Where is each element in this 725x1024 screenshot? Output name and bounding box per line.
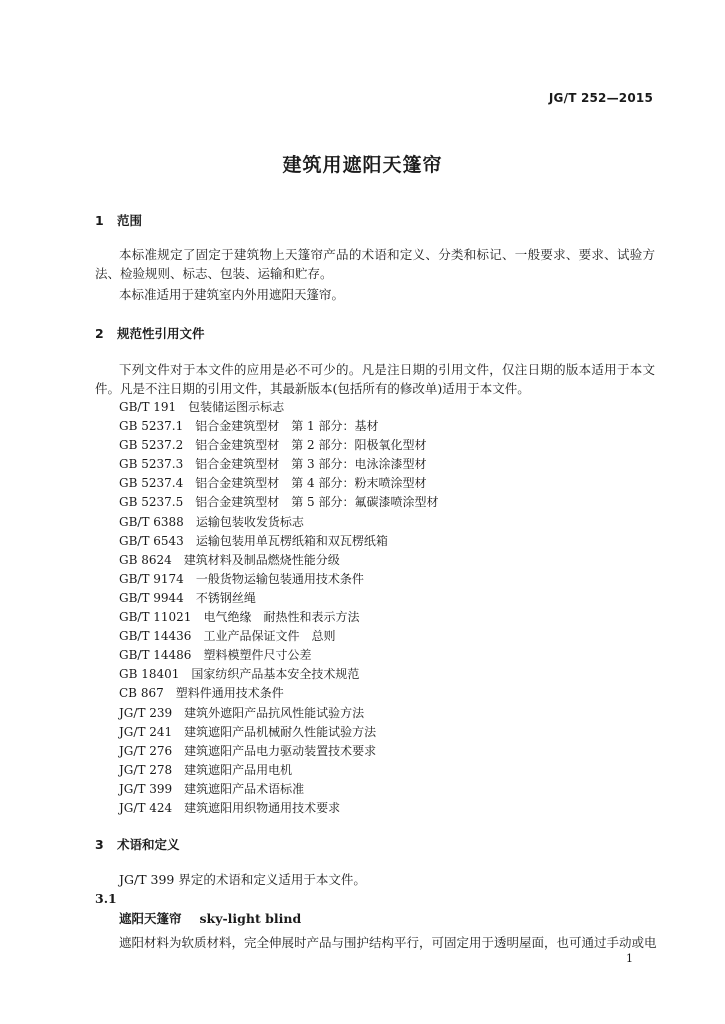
reference-code: GB 18401: [119, 667, 180, 682]
reference-title: 运输包装收发货标志: [195, 514, 304, 529]
reference-title: 建筑外遮阳产品抗风性能试验方法: [184, 705, 365, 720]
term-name-zh: 遮阳天篷帘: [119, 911, 182, 926]
reference-title: 铝合金建筑型材 第 4 部分：粉末喷涂型材: [195, 476, 427, 491]
reference-code: GB/T 9944: [119, 590, 184, 605]
reference-title: 建筑遮阳产品机械耐久性能试验方法: [184, 724, 377, 739]
reference-item: [119, 646, 438, 665]
reference-code: JG/T 278: [119, 762, 173, 777]
reference-item: [119, 436, 438, 455]
reference-code: GB/T 14436: [119, 629, 192, 644]
section-1-heading: [95, 211, 142, 229]
section-title: 范围: [117, 213, 143, 228]
reference-item: [119, 723, 438, 742]
reference-item: [119, 761, 438, 780]
section-number: 2: [95, 326, 104, 341]
reference-title: 一般货物运输包装通用技术条件: [195, 571, 364, 586]
reference-title: 塑料件通用技术条件: [175, 686, 284, 701]
section-number: 3: [95, 837, 104, 852]
reference-item: [119, 513, 438, 532]
section-3-heading: [95, 835, 180, 853]
reference-title: 塑料模塑件尺寸公差: [203, 648, 312, 663]
reference-code: GB 5237.4: [119, 476, 184, 491]
reference-code: CB 867: [119, 686, 164, 701]
reference-item: [119, 551, 438, 570]
reference-item: [119, 417, 438, 436]
reference-code: GB 5237.1: [119, 419, 184, 434]
reference-item: [119, 474, 438, 493]
reference-title: 工业产品保证文件 总则: [203, 629, 336, 644]
reference-title: 运输包装用单瓦楞纸箱和双瓦楞纸箱: [195, 533, 388, 548]
reference-item: [119, 570, 438, 589]
reference-title: 建筑遮阳用织物通用技术要求: [184, 800, 341, 815]
reference-title: 铝合金建筑型材 第 2 部分：阳极氧化型材: [195, 438, 427, 453]
reference-title: 铝合金建筑型材 第 1 部分：基材: [195, 419, 379, 434]
reference-item: [119, 704, 438, 723]
reference-item: [119, 780, 438, 799]
reference-code: GB/T 9174: [119, 571, 184, 586]
reference-title: 铝合金建筑型材 第 3 部分：电泳涂漆型材: [195, 457, 427, 472]
section-3-paragraph-1: JG/T 399 界定的术语和定义适用于本文件。: [119, 872, 366, 887]
term-entry: [119, 909, 301, 927]
reference-code: GB 5237.5: [119, 495, 184, 510]
reference-item: [119, 608, 438, 627]
reference-item: [119, 589, 438, 608]
reference-code: JG/T 399: [119, 781, 173, 796]
reference-title: 电气绝缘 耐热性和表示方法: [203, 610, 360, 625]
clause-number: 3.1: [95, 891, 117, 906]
reference-title: 建筑遮阳产品用电机: [184, 762, 293, 777]
section-1-paragraph-1: 本标准规定了固定于建筑物上天篷帘产品的术语和定义、分类和标记、一般要求、要求、试验方法、检验规则、标志、包装、运输和贮存。: [95, 247, 655, 281]
term-definition: 遮阳材料为软质材料，完全伸展时产品与围护结构平行，可固定用于透明屋面，也可通过手动或电: [119, 935, 657, 950]
reference-item: [119, 684, 438, 703]
reference-item: [119, 742, 438, 761]
term-name-en: sky-light blind: [199, 911, 302, 926]
reference-code: GB/T 191: [119, 400, 177, 414]
section-2-paragraph-1: 下列文件对于本文件的应用是必不可少的。凡是注日期的引用文件，仅注日期的版本适用于本文件。凡是不注日期的引用文件，其最新版本(包括所有的修改单)适用于本文件。: [95, 362, 655, 396]
reference-item: [119, 493, 438, 512]
reference-code: GB 8624: [119, 552, 172, 567]
reference-title: 建筑材料及制品燃烧性能分级: [183, 552, 340, 567]
document-title: 建筑用遮阳天篷帘: [282, 154, 443, 176]
page-number: 1: [626, 952, 633, 965]
reference-title: 不锈钢丝绳: [195, 590, 256, 605]
reference-code: GB 5237.2: [119, 438, 184, 453]
reference-item: [119, 799, 438, 818]
section-number: 1: [95, 213, 104, 228]
reference-item: [119, 665, 438, 684]
reference-code: JG/T 239: [119, 705, 173, 720]
reference-item: [119, 455, 438, 474]
standard-code: JG/T 252—2015: [548, 91, 653, 105]
reference-code: GB/T 6388: [119, 514, 184, 529]
reference-title: 建筑遮阳产品术语标准: [184, 781, 305, 796]
reference-code: JG/T 241: [119, 724, 173, 739]
reference-code: GB/T 14486: [119, 648, 192, 663]
section-title: 术语和定义: [117, 837, 180, 852]
reference-item: [119, 627, 438, 646]
reference-item: [119, 532, 438, 551]
reference-title: 建筑遮阳产品电力驱动装置技术要求: [184, 743, 377, 758]
reference-code: GB/T 6543: [119, 533, 184, 548]
section-2-heading: [95, 324, 205, 342]
reference-title: 包装储运图示标志: [188, 400, 285, 414]
normative-references-list: [119, 398, 438, 818]
reference-title: 国家纺织产品基本安全技术规范: [191, 667, 360, 682]
reference-code: JG/T 276: [119, 743, 173, 758]
reference-code: JG/T 424: [119, 800, 173, 815]
reference-item: [119, 398, 438, 417]
section-1-paragraph-2: 本标准适用于建筑室内外用遮阳天篷帘。: [119, 287, 345, 302]
section-title: 规范性引用文件: [117, 326, 205, 341]
reference-code: GB/T 11021: [119, 610, 192, 625]
reference-title: 铝合金建筑型材 第 5 部分：氟碳漆喷涂型材: [195, 495, 439, 510]
reference-code: GB 5237.3: [119, 457, 184, 472]
